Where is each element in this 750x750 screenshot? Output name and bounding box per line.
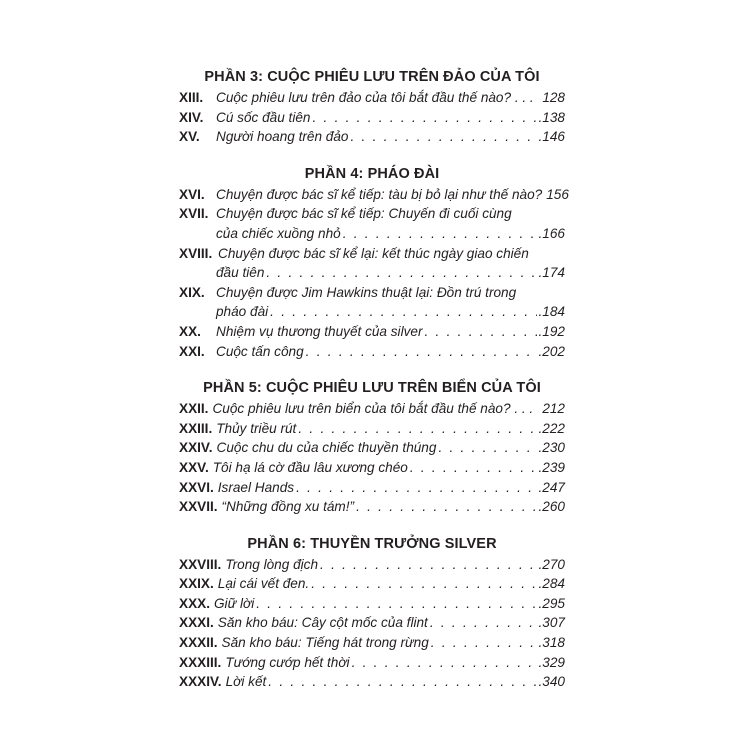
- toc-entry: [179, 88, 565, 108]
- page-number: 212: [542, 401, 565, 417]
- toc-entry: [179, 283, 565, 322]
- toc-entry: [179, 204, 565, 243]
- chapter-title: Lời kết: [225, 674, 267, 690]
- dot-leader: [266, 263, 536, 283]
- dot-leader: [298, 419, 536, 439]
- dot-leader: [343, 224, 537, 244]
- chapter-number: XVI.: [179, 186, 205, 202]
- chapter-title: Tôi hạ lá cờ đầu lâu xương chéo: [212, 459, 408, 475]
- chapter-number: XXIII.: [179, 420, 213, 436]
- chapter-number: XXX.: [179, 595, 210, 611]
- page-number: .146: [538, 129, 565, 145]
- chapter-title: Cú sốc đầu tiên: [216, 109, 311, 125]
- toc-entry: [179, 322, 565, 342]
- chapter-number: XXV.: [179, 459, 209, 475]
- page-number: .174: [538, 265, 565, 281]
- page-number: .166: [538, 225, 565, 241]
- dot-leader: [296, 478, 536, 498]
- dot-leader: [438, 438, 536, 458]
- toc-section-part-6: [179, 533, 565, 692]
- page-number: .329: [538, 654, 565, 670]
- chapter-title: Lại cái vết đen.: [217, 576, 310, 592]
- part-heading: PHẦN 3: CUỘC PHIÊU LƯU TRÊN ĐẢO CỦA TÔI: [204, 69, 540, 85]
- chapter-title: Thủy triều rút: [216, 420, 297, 436]
- toc-entry: [179, 108, 565, 128]
- chapter-number: XXII.: [179, 401, 209, 417]
- chapter-number: XVII.: [179, 206, 209, 222]
- dot-leader: [424, 322, 536, 342]
- dot-leader: [268, 672, 536, 692]
- toc-entry: [179, 555, 565, 575]
- toc-section-part-5: [179, 377, 565, 517]
- toc-section-part-3: [179, 66, 565, 147]
- chapter-title: Nhiệm vụ thương thuyết của silver: [216, 323, 423, 339]
- dot-leader: [320, 555, 537, 575]
- chapter-title-line-2: pháo đài: [216, 304, 269, 320]
- page-number: .260: [538, 499, 565, 515]
- dot-leader: [431, 633, 537, 653]
- dot-leader: [356, 497, 536, 517]
- chapter-number: XIX.: [179, 284, 205, 300]
- dot-leader: [306, 342, 537, 362]
- page-number: .230: [538, 440, 565, 456]
- table-of-contents: [179, 66, 569, 708]
- toc-entry: [179, 458, 565, 478]
- chapter-title-line-2: đầu tiên: [216, 265, 265, 281]
- page-number: 156: [546, 186, 569, 202]
- toc-entry: [179, 127, 565, 147]
- dot-leader: [430, 613, 537, 633]
- toc-entry: [179, 672, 565, 692]
- chapter-title: “Những đồng xu tám!”: [221, 499, 355, 515]
- chapter-title: Cuộc tấn công: [216, 343, 304, 359]
- dot-leader: [270, 302, 536, 322]
- toc-entry: [179, 185, 569, 205]
- toc-entry: [179, 438, 565, 458]
- toc-entry: [179, 633, 565, 653]
- toc-entry: [179, 478, 565, 498]
- page-number: .295: [538, 595, 565, 611]
- chapter-number: XXVII.: [179, 499, 218, 515]
- page-number: .138: [538, 109, 565, 125]
- dot-leader: [350, 127, 536, 147]
- toc-entry: [179, 399, 565, 419]
- page-number: .284: [538, 576, 565, 592]
- part-heading: PHẦN 4: PHÁO ĐÀI: [304, 165, 440, 182]
- chapter-title-line-1: Chuyện được Jim Hawkins thuật lại: Đồn trú trong: [216, 284, 517, 300]
- chapter-number: XXVIII.: [179, 556, 222, 572]
- chapter-number: XXIX.: [179, 576, 214, 592]
- dot-leader: [312, 108, 536, 128]
- chapter-number: XXXIII.: [179, 654, 222, 670]
- dot-leader: [410, 458, 537, 478]
- chapter-title-line-1: Chuyện được bác sĩ kể lại: kết thúc ngày giao chiến: [218, 245, 529, 261]
- part-heading: PHẦN 5: CUỘC PHIÊU LƯU TRÊN BIỂN CỦA TÔI: [203, 380, 541, 397]
- chapter-title: Cuộc chu du của chiếc thuyền thúng: [216, 440, 437, 456]
- toc-entry: [179, 419, 565, 439]
- chapter-title: Cuộc phiêu lưu trên biển của tôi bắt đầu thế nào? . . .: [212, 401, 534, 417]
- toc-entry: [179, 594, 565, 614]
- chapter-title: Chuyện được bác sĩ kể tiếp: tàu bị bỏ lại như thế nào?: [216, 186, 543, 202]
- chapter-number: XXXIV.: [179, 674, 222, 690]
- chapter-title: Người hoang trên đảo: [216, 129, 349, 145]
- page-number: .307: [538, 615, 565, 631]
- toc-entry: [179, 342, 565, 362]
- chapter-title: Israel Hands: [217, 479, 295, 495]
- page-number: .318: [538, 635, 565, 651]
- chapter-title: Giữ lời: [213, 595, 255, 611]
- chapter-number: XXXII.: [179, 635, 218, 651]
- page-number: .247: [538, 479, 565, 495]
- page-number: .340: [538, 674, 565, 690]
- chapter-number: XIII.: [179, 90, 204, 105]
- page-number: .222: [538, 420, 565, 436]
- chapter-number: XX.: [179, 323, 201, 339]
- chapter-title: Trong lòng địch: [225, 556, 319, 572]
- toc-entry: [179, 574, 565, 594]
- chapter-title-line-1: Chuyện được bác sĩ kể tiếp: Chuyến đi cuối cùng: [216, 206, 512, 222]
- chapter-number: XXVI.: [179, 479, 214, 495]
- dot-leader: [352, 653, 537, 673]
- chapter-title: Săn kho báu: Cây cột mốc của flint: [217, 615, 428, 631]
- chapter-number: XV.: [179, 129, 200, 145]
- chapter-title: Cuộc phiêu lưu trên đảo của tôi bắt đầu thế nào? . . .: [216, 90, 534, 105]
- page-number: .184: [538, 304, 565, 320]
- page-number: 128: [542, 90, 565, 105]
- part-heading: PHẦN 6: THUYỀN TRƯỞNG SILVER: [247, 535, 497, 552]
- dot-leader: [311, 574, 536, 594]
- toc-entry: [179, 497, 565, 517]
- chapter-number: XXI.: [179, 343, 205, 359]
- toc-section-part-4: [179, 163, 569, 361]
- page-number: .192: [538, 323, 565, 339]
- chapter-title: Tướng cướp hết thời: [225, 654, 350, 670]
- chapter-title: Săn kho báu: Tiếng hát trong rừng: [221, 635, 429, 651]
- page-number: .270: [538, 556, 565, 572]
- toc-entry: [179, 653, 565, 673]
- page-number: .202: [538, 343, 565, 359]
- toc-entry: [179, 613, 565, 633]
- chapter-title-line-2: của chiếc xuồng nhỏ: [216, 225, 341, 241]
- chapter-number: XVIII.: [179, 245, 213, 261]
- chapter-number: XIV.: [179, 109, 204, 125]
- chapter-number: XXXI.: [179, 615, 214, 631]
- page-number: .239: [538, 459, 565, 475]
- chapter-number: XXIV.: [179, 440, 213, 456]
- toc-entry: [179, 244, 565, 283]
- dot-leader: [256, 594, 536, 614]
